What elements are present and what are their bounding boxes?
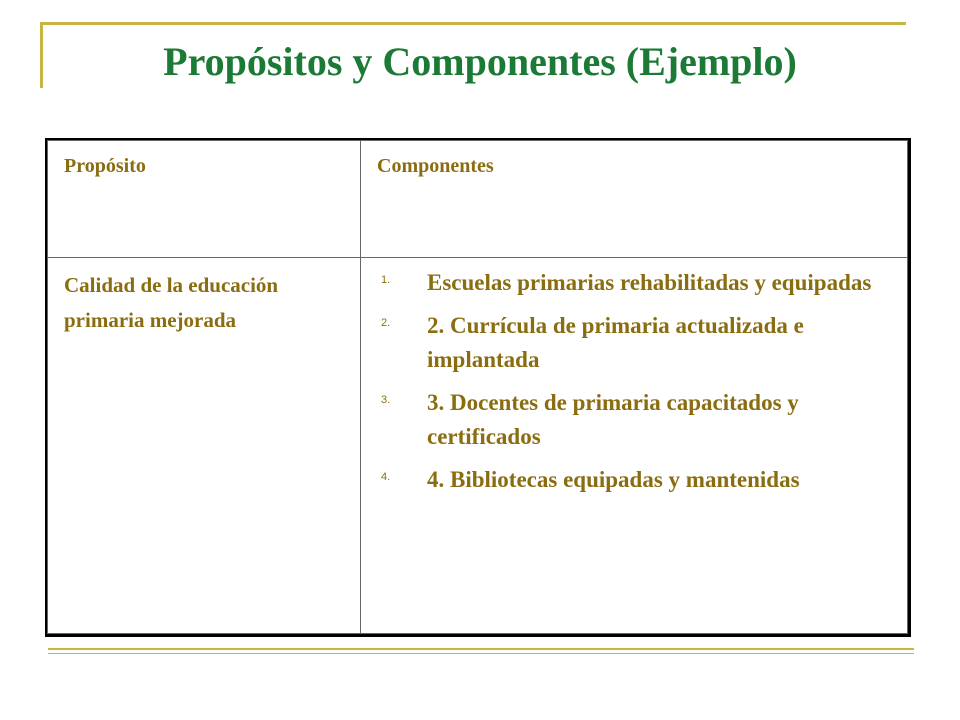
decorative-line-bottom-thin <box>48 653 914 654</box>
list-item-marker: 3. <box>381 393 391 406</box>
header-proposito: Propósito <box>48 141 361 258</box>
list-item <box>371 463 891 498</box>
list-item <box>371 266 891 301</box>
proposito-cell: Calidad de la educación primaria mejorada <box>48 258 361 634</box>
header-componentes: Componentes <box>361 141 908 258</box>
list-item-text: Escuelas primarias rehabilitadas y equipadas <box>427 270 872 295</box>
componentes-cell <box>361 258 908 634</box>
list-item-marker: 2. <box>381 316 391 329</box>
table-header-row <box>48 141 908 258</box>
list-item <box>371 386 891 455</box>
table-row <box>48 258 908 634</box>
decorative-line-top <box>40 22 906 25</box>
purpose-components-table <box>45 138 911 637</box>
list-item-text: 3. Docentes de primaria capacitados y certificados <box>427 389 799 449</box>
list-item-text: 2. Currícula de primaria actualizada e implantada <box>427 312 804 372</box>
list-item-marker: 4. <box>381 470 391 483</box>
list-item <box>371 309 891 378</box>
list-item-text: 4. Bibliotecas equipadas y mantenidas <box>427 466 800 492</box>
decorative-line-bottom <box>48 648 914 650</box>
slide-title: Propósitos y Componentes (Ejemplo) <box>163 39 797 84</box>
list-item-marker: 1. <box>381 274 391 286</box>
componentes-list <box>371 266 891 497</box>
